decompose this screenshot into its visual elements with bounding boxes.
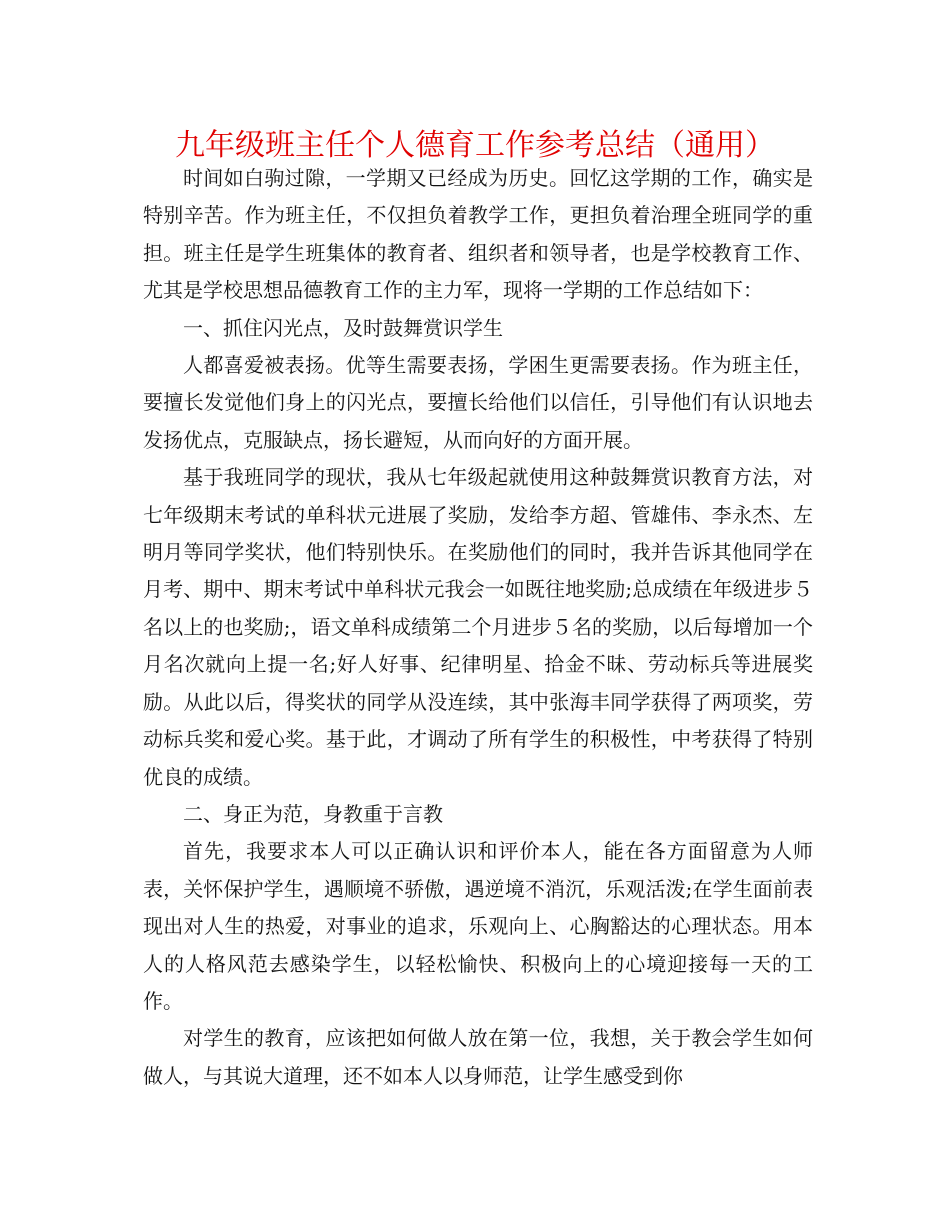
paragraph: 人都喜爱被表扬。优等生需要表扬，学困生更需要表扬。作为班主任，要擅长发觉他们身上的闪光点，要擅长给他们以信任，引导他们有认识地去发扬优点，克服缺点，扬长避短，从而向好的方面开展。 (143, 353, 813, 452)
paragraph: 对学生的教育，应该把如何做人放在第一位，我想，关于教会学生如何做人，与其说大道理，还不如本人以身师范，让学生感受到你 (143, 1026, 813, 1088)
section-heading-2: 二、身正为范，身教重于言教 (183, 801, 443, 826)
paragraph: 首先，我要求本人可以正确认识和评价本人，能在各方面留意为人师表，关怀保护学生，遇顺境不骄傲，遇逆境不消沉，乐观活泼;在学生面前表现出对人生的热爱，对事业的追求，乐观向上、心胸豁达的心理状态。用本人的人格风范去感染学生，以轻松愉快、积极向上的心境迎接每一天的工作。 (143, 839, 813, 1013)
document-body (143, 160, 813, 1095)
section-heading-1: 一、抓住闪光点，及时鼓舞赏识学生 (183, 315, 503, 340)
paragraph: 基于我班同学的现状，我从七年级起就使用这种鼓舞赏识教育方法，对七年级期末考试的单科状元进展了奖励，发给李方超、管雄伟、李永杰、左明月等同学奖状，他们特别快乐。在奖励他们的同时，我并告诉其他同学在月考、期中、期末考试中单科状元我会一如既往地奖励;总成绩在年级进步５名以上的也奖励;，语文单科成绩第二个月进步５名的奖励，以后每增加一个月名次就向上提一名;好人好事、纪律明星、拾金不昧、劳动标兵等进展奖励。从此以后，得奖状的同学从没连续，其中张海丰同学获得了两项奖，劳动标兵奖和爱心奖。基于此，才调动了所有学生的积极性，中考获得了特别优良的成绩。 (143, 465, 813, 789)
intro-paragraph: 时间如白驹过隙，一学期又已经成为历史。回忆这学期的工作，确实是特别辛苦。作为班主任，不仅担负着教学工作，更担负着治理全班同学的重担。班主任是学生班集体的教育者、组织者和领导者，也是学校教育工作、尤其是学校思想品德教育工作的主力军，现将一学期的工作总结如下： (143, 166, 813, 303)
document-title: 九年级班主任个人德育工作参考总结（通用） (175, 128, 775, 163)
